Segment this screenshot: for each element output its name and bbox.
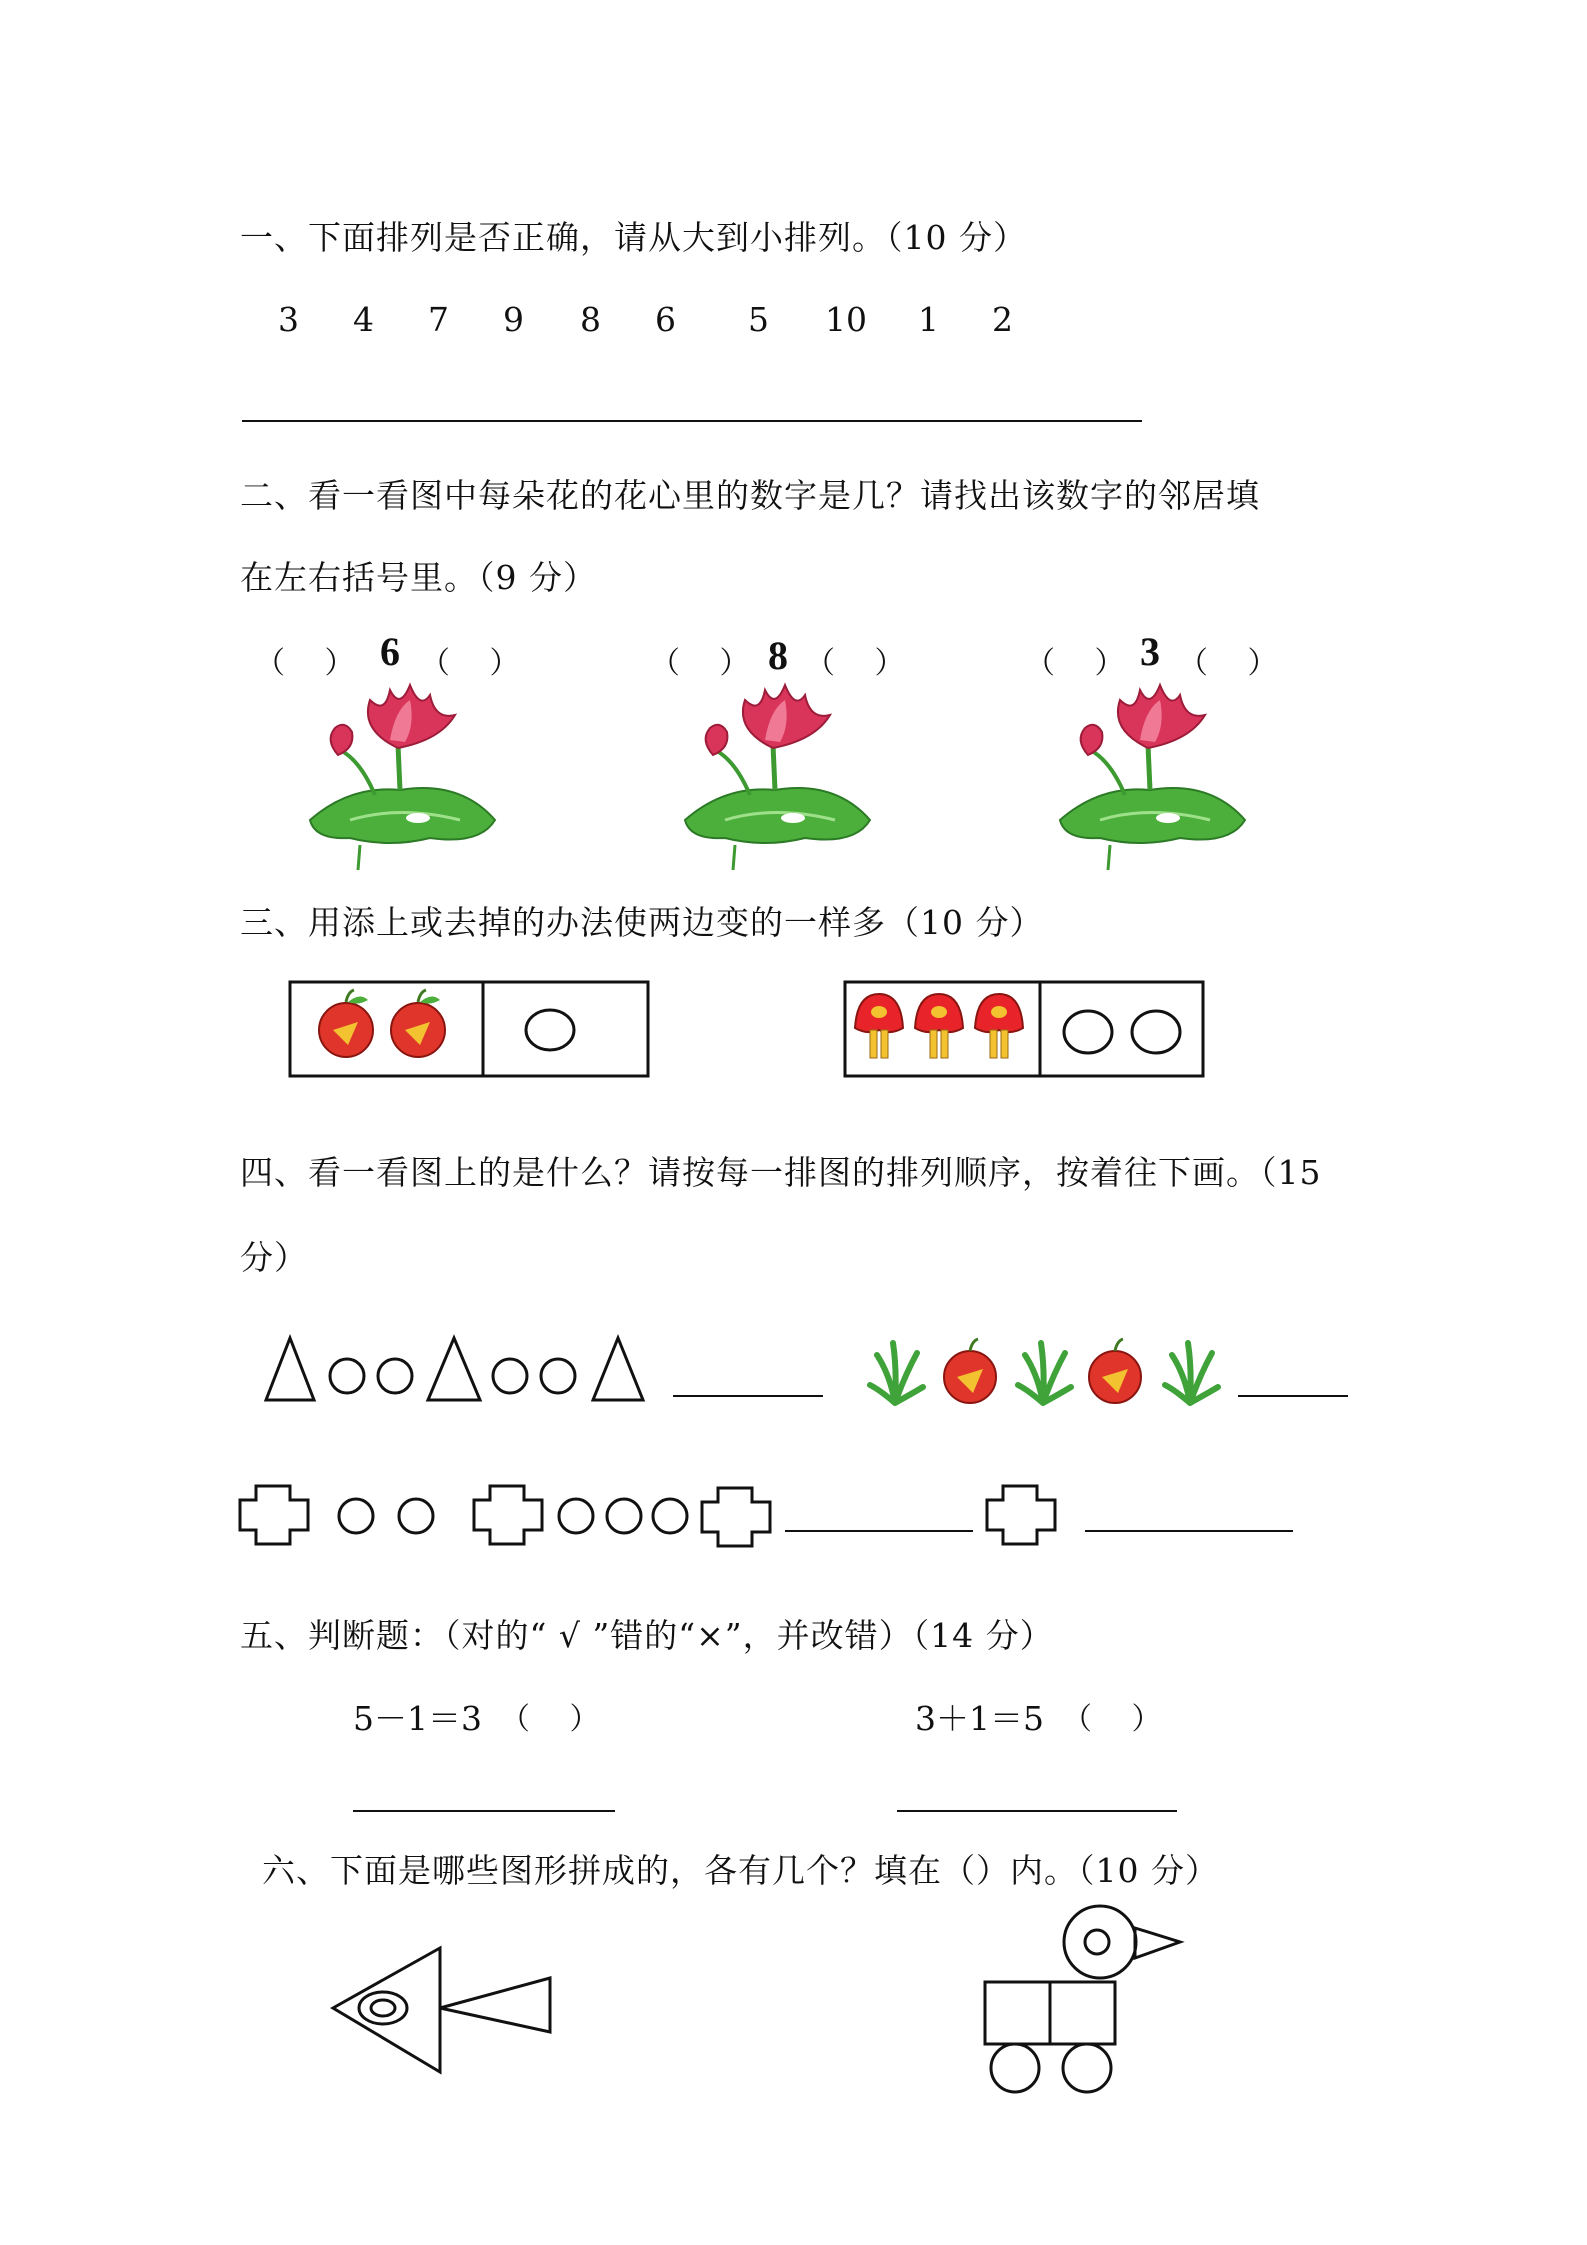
equation-1: 5－1＝3 bbox=[353, 1699, 482, 1738]
left-paren-blank[interactable]: （ ） bbox=[650, 646, 750, 681]
question-1-text: 一、下面排列是否正确，请从大到小排列。（10 分） bbox=[240, 218, 1027, 257]
apple-icon bbox=[391, 990, 445, 1057]
grass-sprout-icon bbox=[1165, 1343, 1218, 1403]
fish-shape-figure bbox=[325, 1940, 565, 2080]
sequence-number: 8 bbox=[580, 300, 601, 339]
answer-line-q1[interactable] bbox=[242, 420, 1142, 422]
flower-number: 3 bbox=[1140, 629, 1160, 674]
lotus-flower-icon bbox=[1040, 670, 1260, 870]
cross-shape-icon bbox=[985, 1478, 1065, 1553]
duck-shape-figure bbox=[975, 1900, 1195, 2100]
lotus-flower-icon bbox=[665, 670, 885, 870]
question-6-text: 六、下面是哪些图形拼成的，各有几个？填在（）内。（10 分） bbox=[262, 1851, 1219, 1890]
flower-number: 8 bbox=[768, 633, 788, 678]
sequence-number: 1 bbox=[918, 300, 939, 339]
right-paren-blank[interactable]: （ ） bbox=[805, 646, 905, 681]
apple-icon bbox=[319, 990, 373, 1057]
correction-line-1[interactable] bbox=[353, 1810, 615, 1812]
mushroom-icon bbox=[855, 994, 903, 1058]
left-paren-blank[interactable]: （ ） bbox=[1025, 646, 1125, 681]
answer-line-pattern2[interactable] bbox=[1238, 1395, 1348, 1397]
question-2-text-line1: 二、看一看图中每朵花的花心里的数字是几？请找出该数字的邻居填 bbox=[240, 476, 1260, 515]
mushroom-icon bbox=[915, 994, 963, 1058]
apple-comparison-box bbox=[288, 980, 653, 1080]
sequence-number: 7 bbox=[428, 300, 449, 339]
lotus-flower-icon bbox=[290, 670, 510, 870]
grass-sprout-icon bbox=[870, 1343, 923, 1403]
question-2-text-line2: 在左右括号里。（9 分） bbox=[240, 558, 597, 597]
correction-line-2[interactable] bbox=[897, 1810, 1177, 1812]
answer-line-pattern3[interactable] bbox=[785, 1530, 973, 1532]
sequence-number: 4 bbox=[353, 300, 374, 339]
triangle-circle-pattern bbox=[260, 1330, 650, 1405]
right-paren-blank[interactable]: （ ） bbox=[1178, 646, 1278, 681]
equation-2: 3＋1＝5 bbox=[915, 1699, 1044, 1738]
sequence-number: 3 bbox=[278, 300, 299, 339]
sequence-number: 5 bbox=[748, 300, 769, 339]
sequence-number: 9 bbox=[503, 300, 524, 339]
sequence-number: 10 bbox=[825, 300, 867, 339]
question-4-text-line1: 四、看一看图上的是什么？请按每一排图的排列顺序，按着往下画。（15 bbox=[240, 1153, 1322, 1192]
judgement-blank[interactable]: （ ） bbox=[1062, 1702, 1162, 1737]
question-3-text: 三、用添上或去掉的办法使两边变的一样多（10 分） bbox=[240, 903, 1044, 942]
left-paren-blank[interactable]: （ ） bbox=[255, 646, 355, 681]
mushroom-comparison-box bbox=[843, 980, 1208, 1080]
judgement-blank[interactable]: （ ） bbox=[500, 1702, 600, 1737]
question-5-text: 五、判断题：（对的“ √ ”错的“×”，并改错）（14 分） bbox=[240, 1616, 1054, 1655]
mushroom-icon bbox=[975, 994, 1023, 1058]
apple-icon bbox=[1089, 1339, 1141, 1403]
sequence-number: 2 bbox=[992, 300, 1013, 339]
answer-line-pattern1[interactable] bbox=[673, 1395, 823, 1397]
sequence-number: 6 bbox=[655, 300, 676, 339]
grass-sprout-icon bbox=[1018, 1343, 1071, 1403]
right-paren-blank[interactable]: （ ） bbox=[420, 646, 520, 681]
apple-icon bbox=[944, 1339, 996, 1403]
cross-circle-pattern bbox=[238, 1478, 1068, 1553]
flower-number: 6 bbox=[380, 629, 400, 674]
grass-apple-pattern bbox=[865, 1335, 1230, 1410]
question-4-text-line2: 分） bbox=[240, 1238, 308, 1277]
answer-line-pattern4[interactable] bbox=[1085, 1530, 1293, 1532]
